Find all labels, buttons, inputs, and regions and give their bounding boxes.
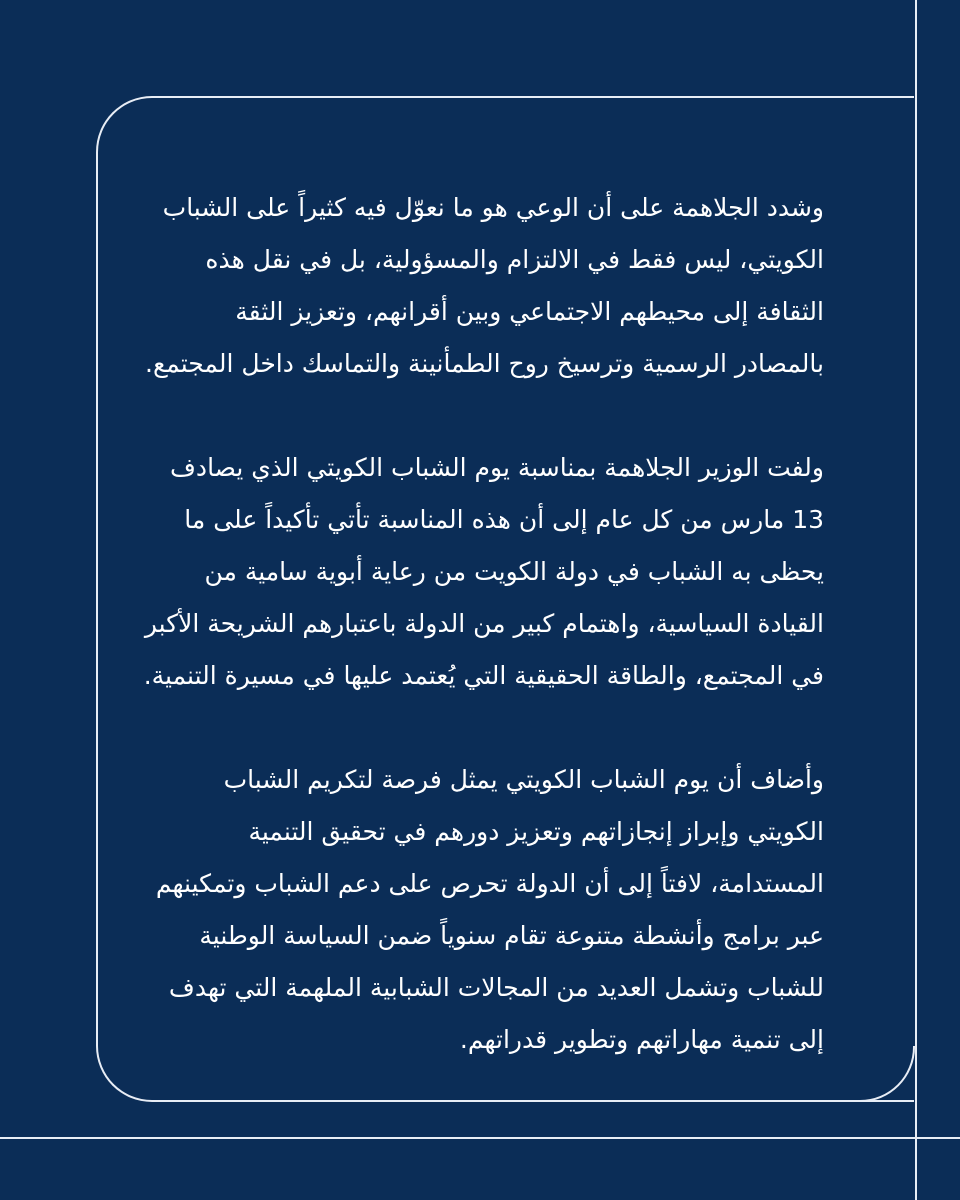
decorative-horizontal-line bbox=[0, 1137, 960, 1139]
paragraph-3: وأضاف أن يوم الشباب الكويتي يمثل فرصة لتكريم الشباب الكويتي وإبراز إنجازاتهم وتعزيز دورهم في تحقيق التنمية المستدامة، لافتاً إلى أن الدولة تحرص على دعم الشباب وتمكينهم عبر برامج وأنشطة متنوعة تقام سنوياً ضمن السياسة الوطنية للشباب وتشمل العديد من المجالات الشبابية الملهمة التي تهدف إلى تنمية مهاراتهم وتطوير قدراتهم. bbox=[155, 765, 824, 1054]
decorative-vertical-line bbox=[915, 0, 917, 1200]
article-body bbox=[140, 182, 824, 1118]
paragraph-2: ولفت الوزير الجلاهمة بمناسبة يوم الشباب الكويتي الذي يصادف 13 مارس من كل عام إلى أن هذه المناسبة تأتي تأكيداً على ما يحظى به الشباب في دولة الكويت من رعاية أبوية سامية من القيادة السياسية، واهتمام كبير من الدولة باعتبارهم الشريحة الأكبر في المجتمع، والطاقة الحقيقية التي يُعتمد عليها في مسيرة التنمية. bbox=[143, 453, 824, 690]
paragraph-1: وشدد الجلاهمة على أن الوعي هو ما نعوّل فيه كثيراً على الشباب الكويتي، ليس فقط في الالتزام والمسؤولية، بل في نقل هذه الثقافة إلى محيطهم الاجتماعي وبين أقرانهم، وتعزيز الثقة بالمصادر الرسمية وترسيخ روح الطمأنينة والتماسك داخل المجتمع. bbox=[145, 193, 824, 378]
